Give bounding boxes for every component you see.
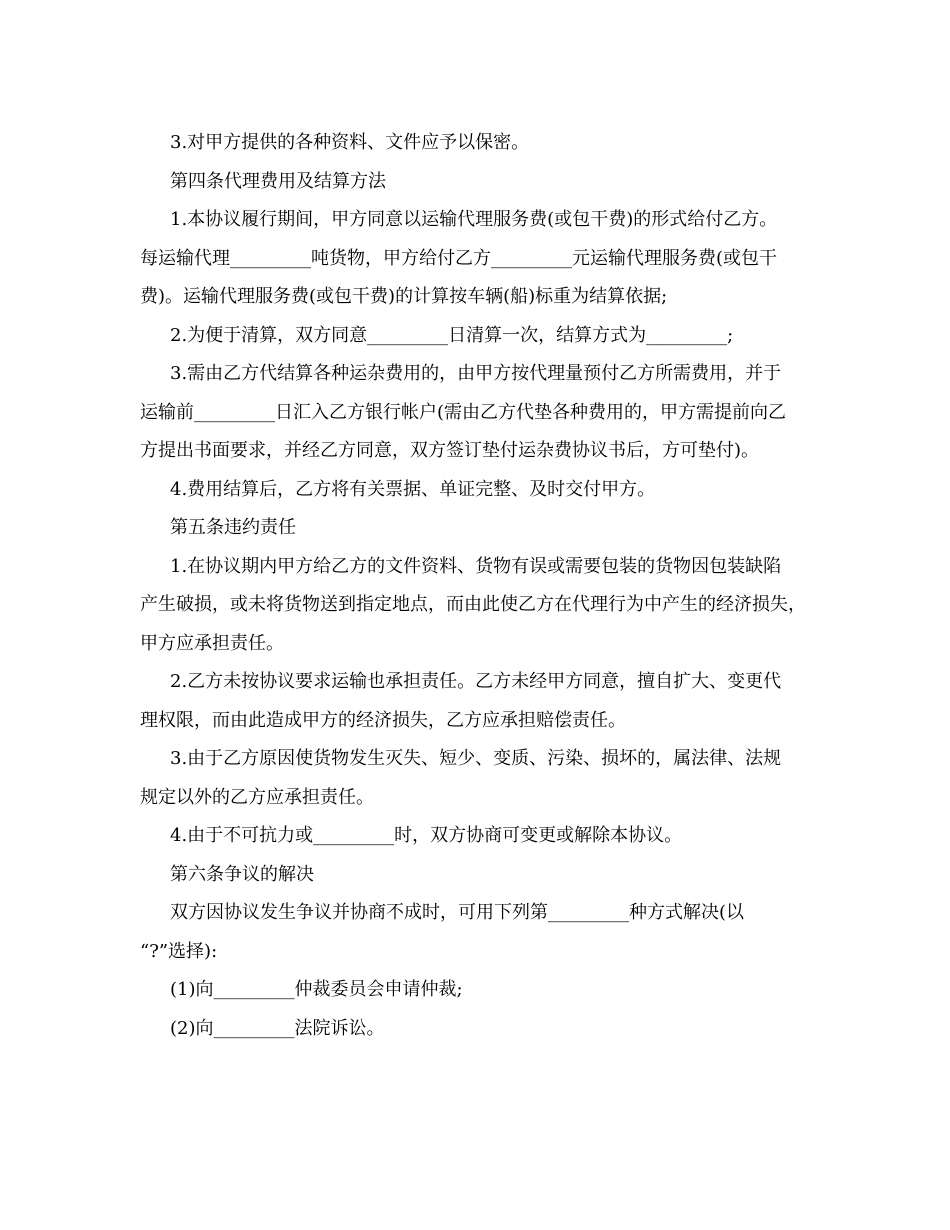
paragraph-line: 4.由于不可抗力或_________时，双方协商可变更或解除本协议。 <box>170 825 683 846</box>
paragraph-line: “?”选择): <box>140 940 218 962</box>
paragraph-line: 1.本协议履行期间，甲方同意以运输代理服务费(或包干费)的形式给付乙方。 <box>170 209 778 230</box>
paragraph-line: 甲方应承担责任。 <box>140 632 284 654</box>
paragraph-line: 费)。运输代理服务费(或包干费)的计算按车辆(船)标重为结算依据; <box>140 286 668 307</box>
paragraph-line: 1.在协议期内甲方给乙方的文件资料、货物有误或需要包装的货物因包装缺陷 <box>170 555 782 577</box>
paragraph-line: 3.对甲方提供的各种资料、文件应予以保密。 <box>170 132 530 153</box>
paragraph-line: 理权限，而由此造成甲方的经济损失，乙方应承担赔偿责任。 <box>140 709 626 731</box>
section-heading-5: 第五条违约责任 <box>170 517 296 538</box>
paragraph-line: 3.由于乙方原因使货物发生灭失、短少、变质、污染、损坏的，属法律、法规 <box>170 748 782 769</box>
section-heading-6: 第六条争议的解决 <box>170 863 314 885</box>
paragraph-line: 3.需由乙方代结算各种运杂费用的，由甲方按代理量预付乙方所需费用，并于 <box>170 363 782 384</box>
paragraph-line: 规定以外的乙方应承担责任。 <box>140 786 374 808</box>
paragraph-line: 4.费用结算后，乙方将有关票据、单证完整、及时交付甲方。 <box>170 478 656 500</box>
paragraph-line: 双方因协议发生争议并协商不成时，可用下列第_________种方式解决(以 <box>170 902 745 923</box>
paragraph-line: (1)向_________仲裁委员会申请仲裁; <box>170 979 463 1000</box>
paragraph-line: 运输前_________日汇入乙方银行帐户(需由乙方代垫各种费用的，甲方需提前向乙 <box>140 401 787 423</box>
section-heading-4: 第四条代理费用及结算方法 <box>170 170 386 192</box>
paragraph-line: 2.为便于清算，双方同意_________日清算一次，结算方式为_________; <box>170 324 734 346</box>
paragraph-line: 每运输代理_________吨货物，甲方给付乙方_________元运输代理服务费(或包干 <box>140 247 778 269</box>
document-body <box>140 124 830 1048</box>
paragraph-line: 产生破损，或未将货物送到指定地点，而由此使乙方在代理行为中产生的经济损失， <box>140 594 806 615</box>
paragraph-line: (2)向_________法院诉讼。 <box>170 1017 385 1039</box>
paragraph-line: 方提出书面要求，并经乙方同意，双方签订垫付运杂费协议书后，方可垫付)。 <box>140 440 760 461</box>
paragraph-line: 2.乙方未按协议要求运输也承担责任。乙方未经甲方同意，擅自扩大、变更代 <box>170 671 782 692</box>
